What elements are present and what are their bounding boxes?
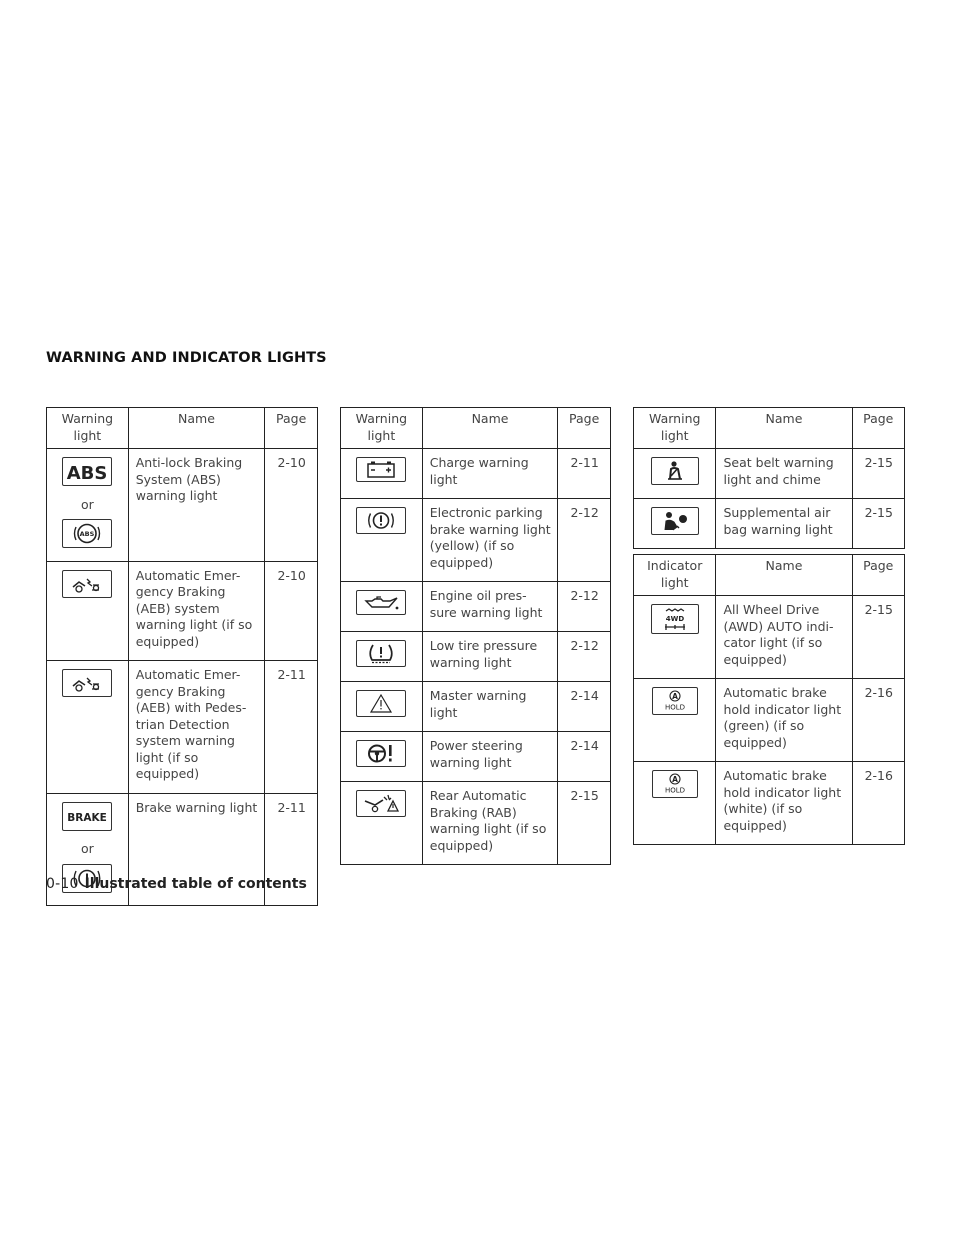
page-ref: 2-12	[558, 499, 611, 582]
rear-braking-icon	[356, 790, 406, 817]
page-ref: 2-16	[852, 762, 905, 845]
page-ref: 2-14	[558, 732, 611, 782]
section-title: WARNING AND INDICATOR LIGHTS	[46, 350, 327, 366]
page-ref: 2-15	[852, 449, 905, 499]
header-indicator-light: Indicator light	[634, 555, 716, 596]
header-light: Warning light	[634, 408, 716, 449]
svg-text:ABS: ABS	[80, 530, 95, 538]
table-row	[341, 782, 611, 865]
or-label: or	[80, 496, 94, 512]
table-header	[47, 408, 318, 449]
light-name: Automatic Emer- gency Braking (AEB) with Pedes- trian Detection system warning light (if so equipped)	[128, 661, 265, 794]
aeb-pedestrian-icon	[62, 669, 112, 697]
tire-pressure-icon	[356, 640, 406, 667]
light-name: Rear Automatic Braking (RAB) warning light (if so equipped)	[422, 782, 558, 865]
table-row	[341, 582, 611, 632]
table-row	[634, 679, 905, 762]
svg-text:BRAKE: BRAKE	[67, 811, 108, 824]
table-row	[341, 682, 611, 732]
battery-icon	[356, 457, 406, 482]
light-name: Automatic Emer- gency Braking (AEB) system warning light (if so equipped)	[128, 561, 265, 661]
header-light: Warning light	[341, 408, 423, 449]
table-header	[634, 555, 905, 596]
light-name: Brake warning light	[128, 793, 265, 906]
table-row	[341, 499, 611, 582]
brake-icon	[62, 802, 112, 831]
svg-text:A: A	[671, 691, 678, 701]
page-ref: 2-14	[558, 682, 611, 732]
seat-belt-icon	[651, 457, 699, 485]
page-ref: 2-10	[265, 561, 318, 661]
header-page: Page	[852, 555, 905, 596]
light-name: Seat belt warning light and chime	[716, 449, 852, 499]
table-row	[634, 596, 905, 679]
table-row	[47, 449, 318, 562]
table-header	[634, 408, 905, 449]
table-column-1	[46, 407, 318, 906]
svg-text:HOLD: HOLD	[664, 703, 685, 712]
light-name: Electronic parking brake warning light (yellow) (if so equipped)	[422, 499, 558, 582]
page-number: 0-10	[46, 876, 79, 892]
header-light: Warning light	[47, 408, 129, 449]
page-ref: 2-11	[265, 661, 318, 794]
table-row	[47, 661, 318, 794]
master-warning-icon	[356, 690, 406, 717]
table-row	[341, 632, 611, 682]
table-column-2	[340, 407, 611, 865]
table-header	[341, 408, 611, 449]
table-row	[634, 499, 905, 549]
table-row	[341, 732, 611, 782]
page-ref: 2-12	[558, 632, 611, 682]
warning-lights-table-1	[46, 407, 318, 906]
svg-text:HOLD: HOLD	[664, 786, 685, 795]
page-ref: 2-11	[265, 793, 318, 906]
awd-icon	[651, 604, 699, 634]
table-column-3	[633, 407, 905, 845]
page-footer	[46, 876, 307, 892]
page-ref: 2-15	[558, 782, 611, 865]
light-name: Master warning light	[422, 682, 558, 732]
abs-circle-icon	[62, 519, 112, 548]
header-name: Name	[765, 411, 803, 426]
aeb-icon	[62, 570, 112, 598]
warning-lights-table-2	[340, 407, 611, 865]
svg-text:4WD: 4WD	[665, 615, 684, 623]
oil-can-icon	[356, 590, 406, 615]
light-name: Anti-lock Braking System (ABS) warning light	[128, 449, 265, 562]
parking-brake-icon	[356, 507, 406, 534]
table-row	[47, 561, 318, 661]
page-ref: 2-11	[558, 449, 611, 499]
header-page: Page	[265, 408, 318, 449]
light-name: Automatic brake hold indicator light (white) (if so equipped)	[716, 762, 852, 845]
svg-text:A: A	[671, 774, 678, 784]
footer-title: Illustrated table of contents	[84, 876, 307, 892]
page-ref: 2-12	[558, 582, 611, 632]
light-name: Automatic brake hold indicator light (green) (if so equipped)	[716, 679, 852, 762]
header-name: Name	[471, 411, 509, 426]
page-ref: 2-10	[265, 449, 318, 562]
svg-text:ABS: ABS	[67, 463, 108, 484]
header-page: Page	[558, 408, 611, 449]
indicator-lights-table	[633, 554, 905, 845]
auto-hold-icon	[652, 770, 698, 798]
light-name: Supplemental air bag warning light	[716, 499, 852, 549]
page-ref: 2-16	[852, 679, 905, 762]
warning-lights-table-3	[633, 407, 905, 549]
airbag-icon	[651, 507, 699, 535]
power-steering-icon	[356, 740, 406, 767]
table-row	[634, 449, 905, 499]
light-name: Low tire pressure warning light	[422, 632, 558, 682]
header-name: Name	[178, 411, 215, 426]
light-name: Power steering warning light	[422, 732, 558, 782]
light-name: Charge warning light	[422, 449, 558, 499]
page-ref: 2-15	[852, 596, 905, 679]
table-row	[341, 449, 611, 499]
page-ref: 2-15	[852, 499, 905, 549]
light-name: Engine oil pres- sure warning light	[422, 582, 558, 632]
header-page: Page	[852, 408, 905, 449]
or-label: or	[80, 841, 94, 856]
auto-hold-icon	[652, 687, 698, 715]
header-name: Name	[765, 558, 803, 573]
light-name: All Wheel Drive (AWD) AUTO indi- cator light (if so equipped)	[716, 596, 852, 679]
abs-icon	[62, 457, 112, 486]
table-row	[634, 762, 905, 845]
